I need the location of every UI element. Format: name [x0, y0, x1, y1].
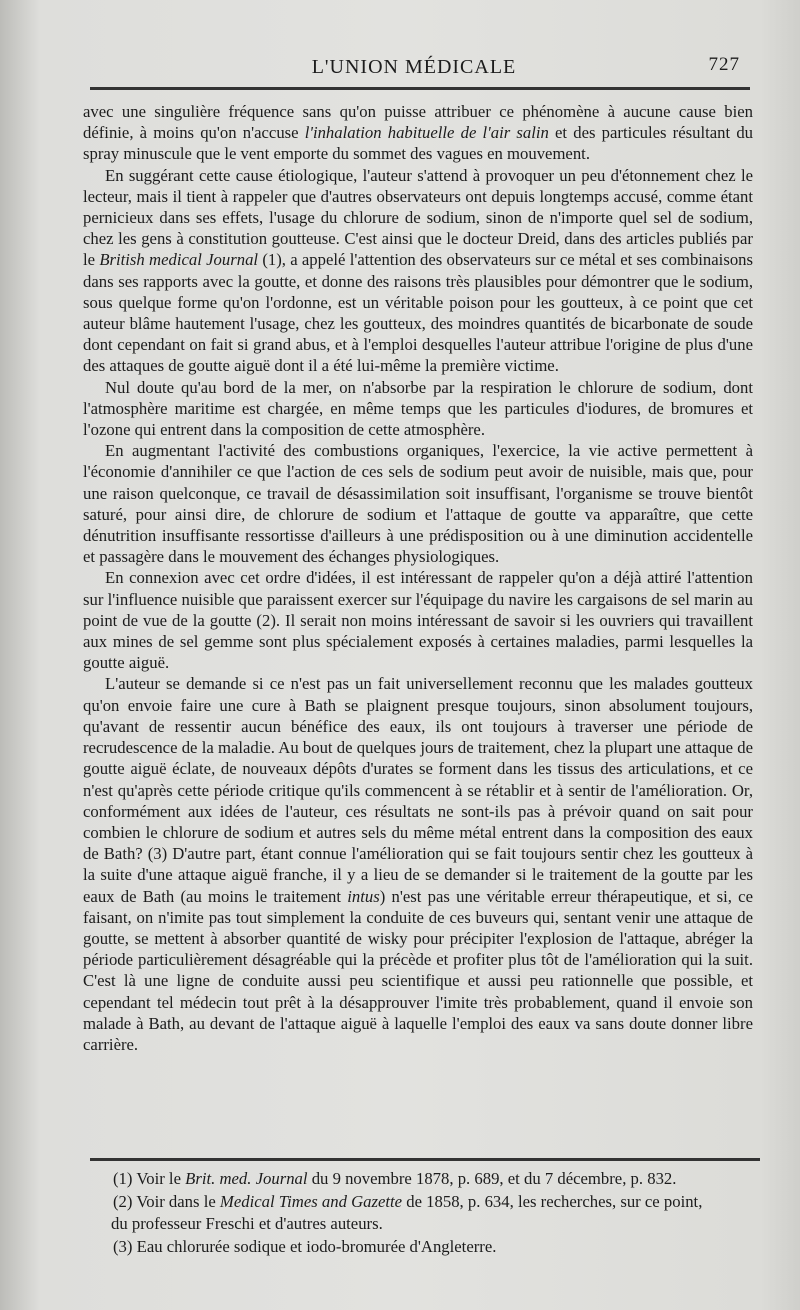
paragraph-5: En connexion avec cet ordre d'idées, il est intéressant de rappeler qu'on a déjà attiré l'attention sur l'influence nuisible que paraissent exercer sur l'équipage du navire les cargaisons de sel marin au point de vue de la goutte (2). Il serait non moins intéressant de savoir si les ouvriers qui travaillent aux mines de sel gemme sont plus spécialement exposés à certaines maladies, parmi lesquelles la goutte aiguë. [83, 568, 753, 673]
emphasis: intus [347, 886, 380, 906]
running-header [88, 52, 740, 82]
footnote-rule [90, 1158, 760, 1161]
emphasis: l'inhalation habituelle de l'air salin [304, 123, 549, 143]
paragraph-1: avec une singulière fréquence sans qu'on puisse attribuer ce phénomène à aucune cause bien définie, à moins qu'on n'accuse l'inhalation habituelle de l'air salin et des particules résultant du spray minuscule que le vent emporte du sommet des vagues en mouvement. [83, 102, 754, 164]
footnote-2-continued: du professeur Freschi et d'autres auteurs. [111, 1214, 383, 1233]
footnote-2: (2) Voir dans le Medical Times and Gazette de 1858, p. 634, les recherches, sur ce point, [113, 1191, 703, 1211]
footnotes [113, 1168, 783, 1258]
journal-citation: British medical Journal [99, 250, 259, 270]
paragraph-2: En suggérant cette cause étiologique, l'auteur s'attend à provoquer un peu d'étonnement chez le lecteur, mais il tient à rappeler que d'autres observateurs ont depuis longtemps accusé, comme étant pernicieux dans ses effets, l'usage du chlorure de sodium, sinon de n'importe quel sel de sodium, chez les gens à constitution goutteuse. C'est ainsi que le docteur Dreid, dans des articles publiés par le British medical Journal (1), a appelé l'attention des observateurs sur ce métal et ses combinaisons dans ses rapports avec la goutte, et donne des raisons très plausibles pour démontrer que le sodium, sous quelque forme qu'on l'ordonne, est un véritable poison pour les goutteux, à ce point que cet auteur blâme hautement l'usage, chez les goutteux, des moindres quantités de bicarbonate de soude dont cependant on fait si grand abus, et à l'emploi desquelles l'auteur attribue l'origine de plus d'une des attaques de goutte aiguë dont il a été lui-même la première victime. [83, 165, 753, 376]
paragraph-4: En augmentant l'activité des combustions organiques, l'exercice, la vie active permettent à l'économie d'annihiler ce que l'action de ces sels de sodium peut avoir de nuisible, mais que, pour une raison quelconque, ce travail de désassimilation soit insuffisant, l'organisme se trouve bientôt saturé, pour ainsi dire, de chlorure de sodium et l'attaque de goutte va apparaître, que cette dénutrition insuffisante ressortisse d'ailleurs à une prédisposition ou à une diminution accidentelle et passagère dans le mouvement des échanges physiologiques. [83, 441, 753, 567]
article-body [83, 101, 753, 1055]
header-rule [90, 87, 750, 90]
paragraph-3: Nul doute qu'au bord de la mer, on n'absorbe par la respiration le chlorure de sodium, dont l'atmosphère maritime est chargée, en même temps que les particules d'iodures, de bromures et l'ozone qui entrent dans la composition de cette atmosphère. [83, 377, 753, 440]
footnote-1: (1) Voir le Brit. med. Journal du 9 novembre 1878, p. 689, et du 7 décembre, p. 832. [113, 1169, 677, 1188]
footnote-3: (3) Eau chlorurée sodique et iodo-bromurée d'Angleterre. [113, 1236, 497, 1256]
page-number: 727 [708, 54, 740, 75]
paragraph-6: L'auteur se demande si ce n'est pas un fait universellement reconnu que les malades goutteux qu'on envoie faire une cure à Bath se plaignent presque toujours, sinon absolument toujours, qu'avant de ressentir aucun bénéfice des eaux, ils ont toujours à traverser une période de recrudescence de la maladie. Au bout de quelques jours de traitement, chez la plupart une attaque de goutte aiguë éclate, de nouveaux dépôts d'urates se forment dans les tissus des articulations, et ce n'est qu'après cette période critique qu'ils commencent à se rétablir et à sentir de l'amélioration. Or, conformément aux idées de l'auteur, ces résultats ne sont-ils pas à prévoir quand on sait pour combien le chlorure de sodium et autres sels du même métal entrent dans la composition des eaux de Bath? (3) D'autre part, étant connue l'amélioration qui se fait toujours sentir chez les goutteux à la suite d'une attaque aiguë franche, il y a lieu de se demander si le traitement de la goutte par les eaux de Bath (au moins le traitement intus) n'est pas une véritable erreur thérapeutique, et si, ce faisant, on n'imite pas tout simplement la conduite de ces buveurs qui, sentant venir une attaque de goutte, se mettent à absorber quantité de wisky pour précipiter l'explosion de l'attaque, abréger la période particulièrement désagréable qui la précède et profiter plus tôt de l'amélioration qui la suit. C'est là une ligne de conduite aussi peu scientifique et aussi peu rationnelle que possible, et cependant tel médecin tout prêt à la désapprouver l'imite très probablement, quand il envoie son malade à Bath, au devant de l'attaque aiguë à laquelle l'emploi des eaux va sans doute donner libre carrière. [83, 674, 753, 1054]
journal-title: L'UNION MÉDICALE [311, 56, 517, 78]
